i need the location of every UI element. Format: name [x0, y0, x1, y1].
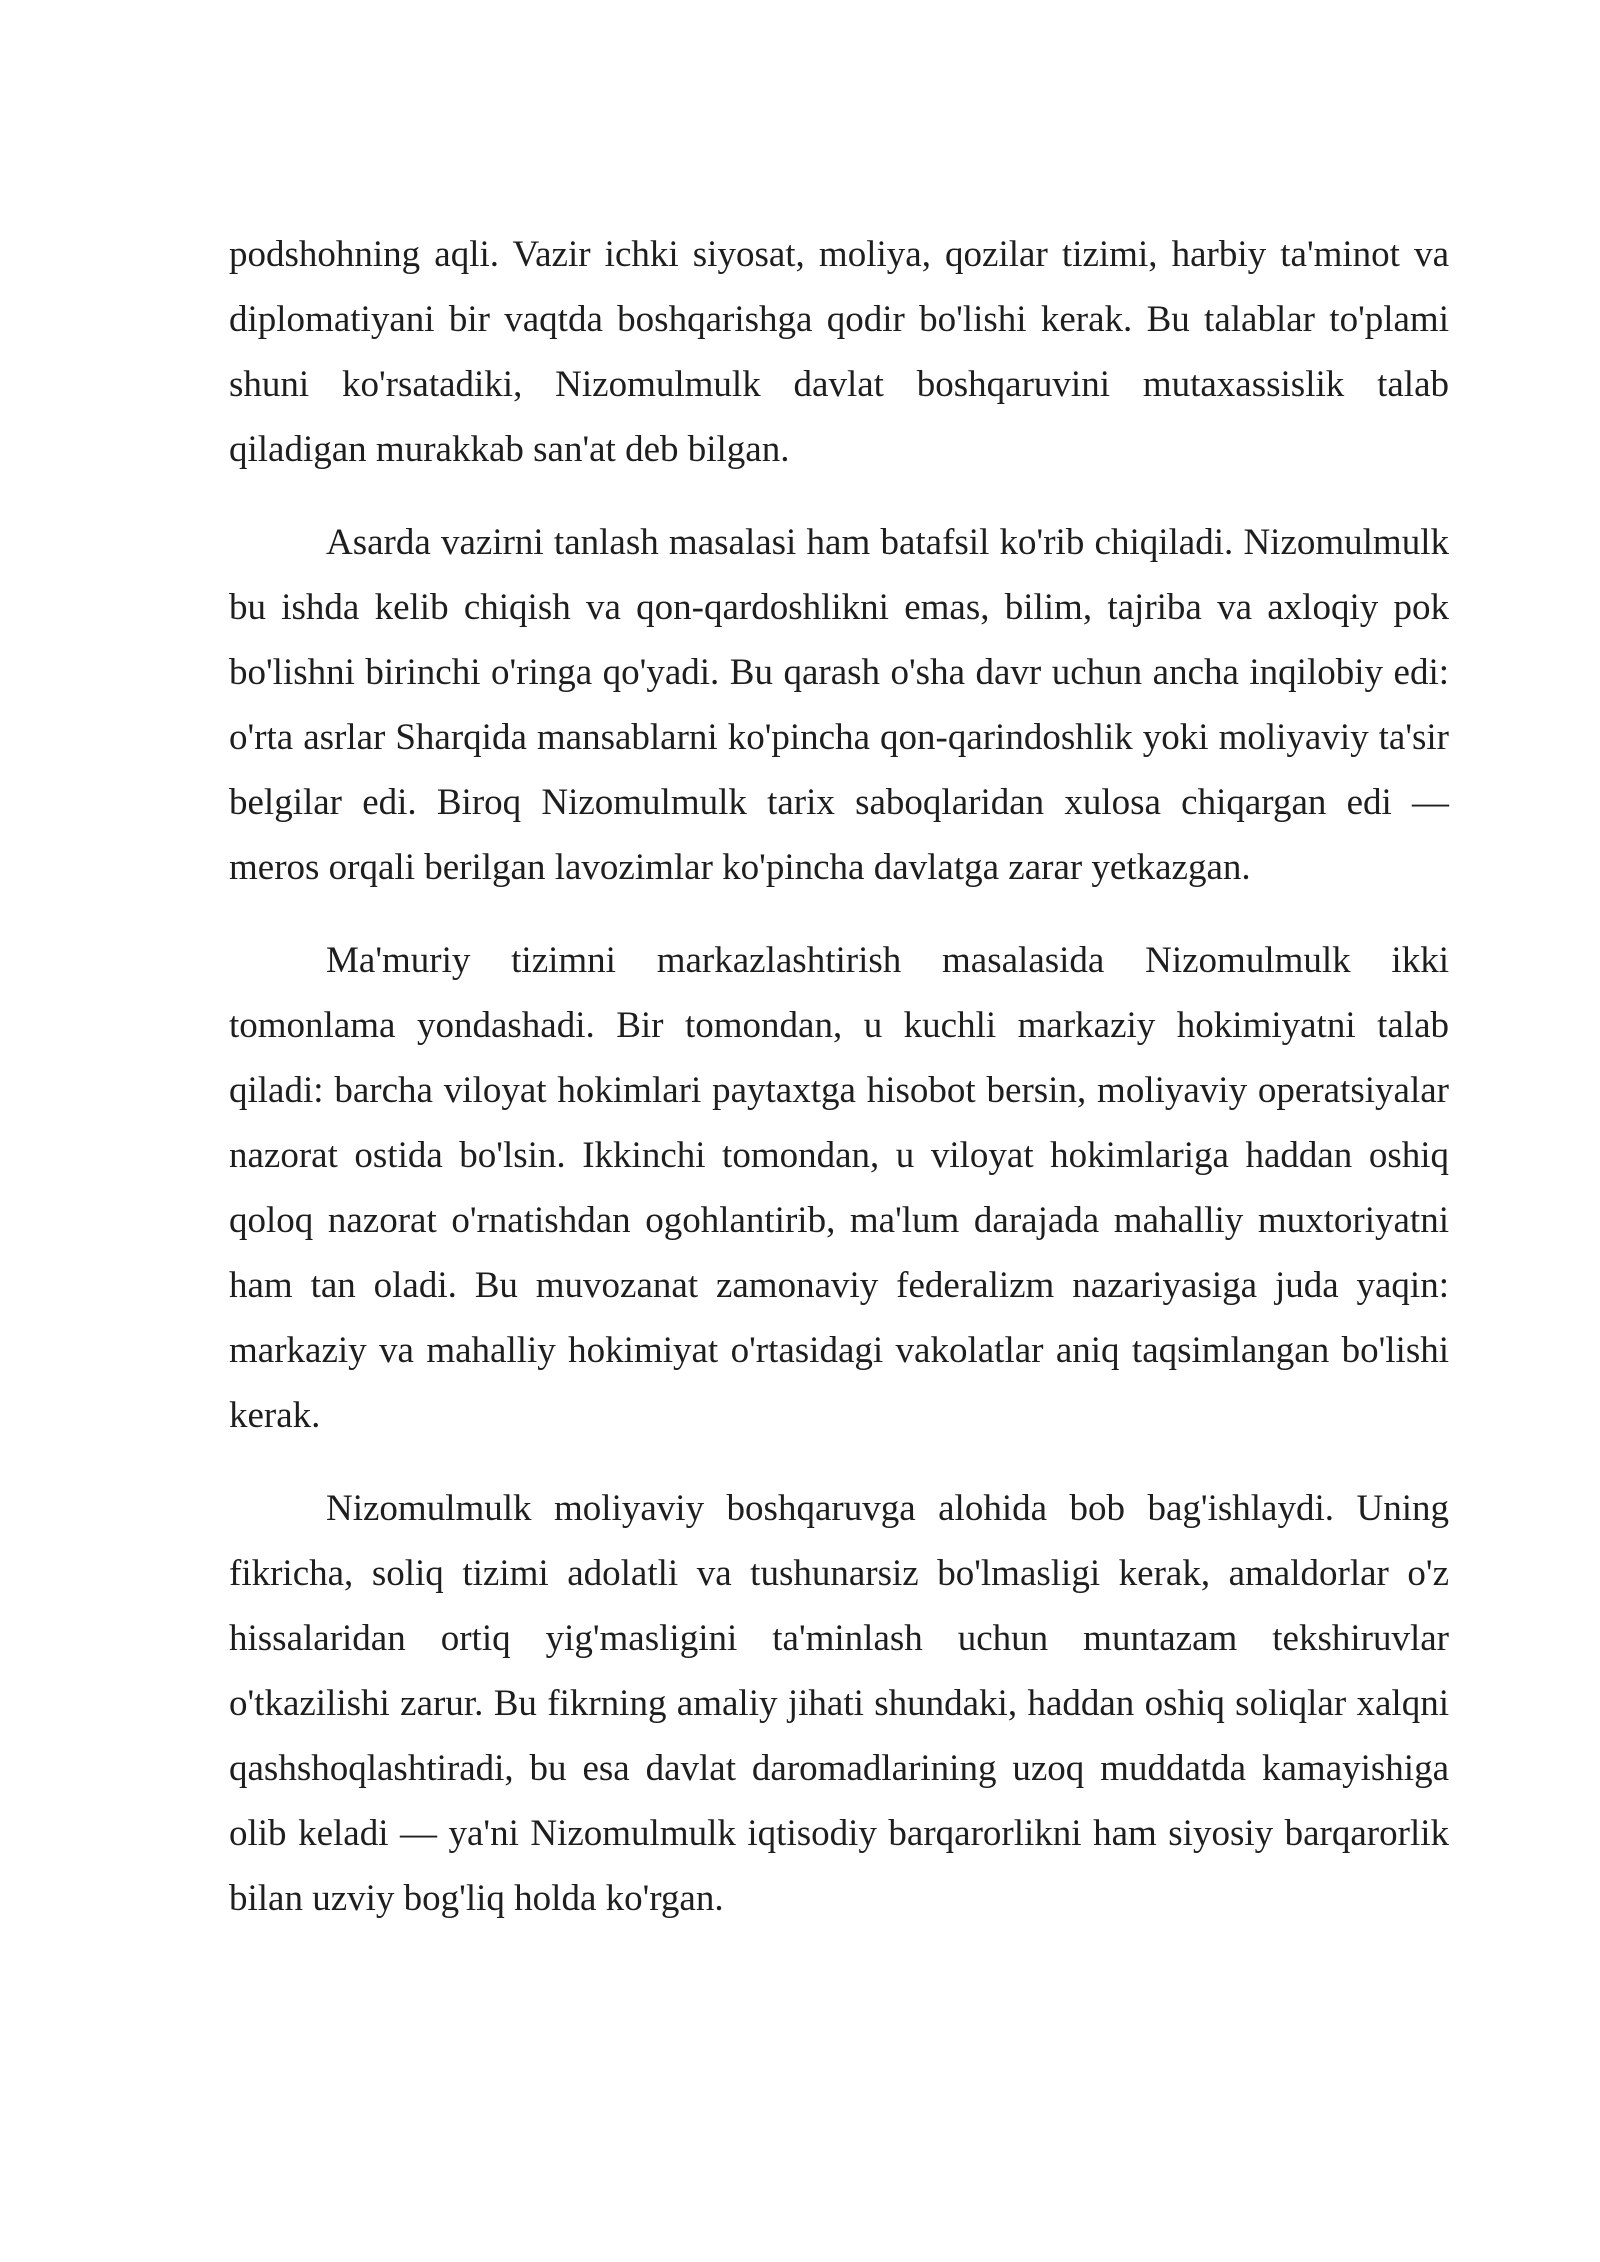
- paragraph-continuation: podshohning aqli. Vazir ichki siyosat, moliya, qozilar tizimi, harbiy ta'minot va diplomatiyani bir vaqtda boshqarishga qodir bo'lishi kerak. Bu talablar to'plami shuni ko'rsatadiki, Nizomulmulk davlat boshqaruvini mutaxassislik talab qiladigan murakkab san'at deb bilgan.: [229, 234, 1449, 470]
- paragraph-financial-management: Nizomulmulk moliyaviy boshqaruvga alohida bob bag'ishlaydi. Uning fikricha, soliq tizimi adolatli va tushunarsiz bo'lmasligi kerak, amaldorlar o'z hissalaridan ortiq yig'masligini ta'minlash uchun muntazam tekshiruvlar o'tkazilishi zarur. Bu fikrning amaliy jihati shundaki, haddan oshiq soliqlar xalqni qashshoqlashtiradi, bu esa davlat daromadlarining uzoq muddatda kamayishiga olib keladi — ya'ni Nizomulmulk iqtisodiy barqarorlikni ham siyosiy barqarorlik bilan uzviy bog'liq holda ko'rgan.: [229, 1488, 1449, 1919]
- paragraph-vizier-selection: Asarda vazirni tanlash masalasi ham batafsil ko'rib chiqiladi. Nizomulmulk bu ishda kelib chiqish va qon-qardoshlikni emas, bilim, tajriba va axloqiy pok bo'lishni birinchi o'ringa qo'yadi. Bu qarash o'sha davr uchun ancha inqilobiy edi: o'rta asrlar Sharqida mansablarni ko'pincha qon-qarindoshlik yoki moliyaviy ta'sir belgilar edi. Biroq Nizomulmulk tarix saboqlaridan xulosa chiqargan edi — meros orqali berilgan lavozimlar ko'pincha davlatga zarar yetkazgan.: [229, 522, 1449, 888]
- body-text: [229, 222, 1449, 1959]
- paragraph-centralization: Ma'muriy tizimni markazlashtirish masalasida Nizomulmulk ikki tomonlama yondashadi. Bir tomondan, u kuchli markaziy hokimiyatni talab qiladi: barcha viloyat hokimlari paytaxtga hisobot bersin, moliyaviy operatsiyalar nazorat ostida bo'lsin. Ikkinchi tomondan, u viloyat hokimlariga haddan oshiq qoloq nazorat o'rnatishdan ogohlantirib, ma'lum darajada mahalliy muxtoriyatni ham tan oladi. Bu muvozanat zamonaviy federalizm nazariyasiga juda yaqin: markaziy va mahalliy hokimiyat o'rtasidagi vakolatlar aniq taqsimlangan bo'lishi kerak.: [229, 940, 1449, 1436]
